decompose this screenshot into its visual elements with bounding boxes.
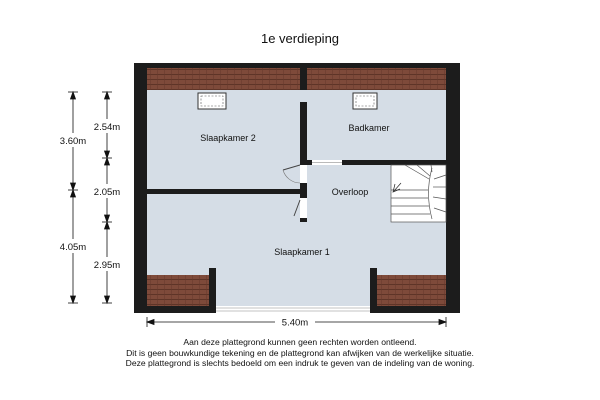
slaapkamer-1-floor-lower <box>216 275 370 306</box>
dim-bottom-width: 5.40m <box>281 317 309 329</box>
dim-left-inner-bottom: 2.95m <box>93 260 121 271</box>
wall-stub-right <box>370 268 377 306</box>
skylight-left <box>198 93 226 109</box>
roof-slope-bottom-left <box>147 275 209 306</box>
disclaimer-line-3: Deze plattegrond is slechts bedoeld om een indruk te geven van de indeling van de woning. <box>125 358 475 368</box>
window-bottom <box>216 306 370 313</box>
disclaimer <box>0 337 600 369</box>
floor-title: 1e verdieping <box>260 31 340 46</box>
dimension-line-outer <box>68 92 78 303</box>
skylight-right <box>353 93 377 109</box>
roof-slope-top-right <box>307 68 446 90</box>
disclaimer-line-1: Aan deze plattegrond kunnen geen rechten worden ontleend. <box>183 337 417 347</box>
dim-left-outer-top: 3.60m <box>59 136 87 147</box>
door-badkamer <box>312 160 342 165</box>
roof-slope-bottom-right <box>377 275 446 306</box>
dim-left-outer-bottom: 4.05m <box>59 242 87 253</box>
disclaimer-line-2: Dit is geen bouwkundige tekening en de plattegrond kan afwijken van de werkelijke situatie. <box>126 347 474 358</box>
wall-stub-left <box>209 268 216 306</box>
dim-left-inner-mid: 2.05m <box>93 187 121 198</box>
room-label-badkamer: Badkamer <box>348 123 390 133</box>
room-label-slaapkamer-2: Slaapkamer 2 <box>200 133 256 143</box>
staircase <box>391 165 446 222</box>
room-label-overloop: Overloop <box>331 187 369 197</box>
dim-left-inner-top: 2.54m <box>93 122 121 133</box>
slaapkamer-2-floor <box>147 102 300 189</box>
room-label-slaapkamer-1: Slaapkamer 1 <box>274 247 330 257</box>
roof-eave-top <box>147 90 446 102</box>
roof-slope-top-left <box>147 68 300 90</box>
